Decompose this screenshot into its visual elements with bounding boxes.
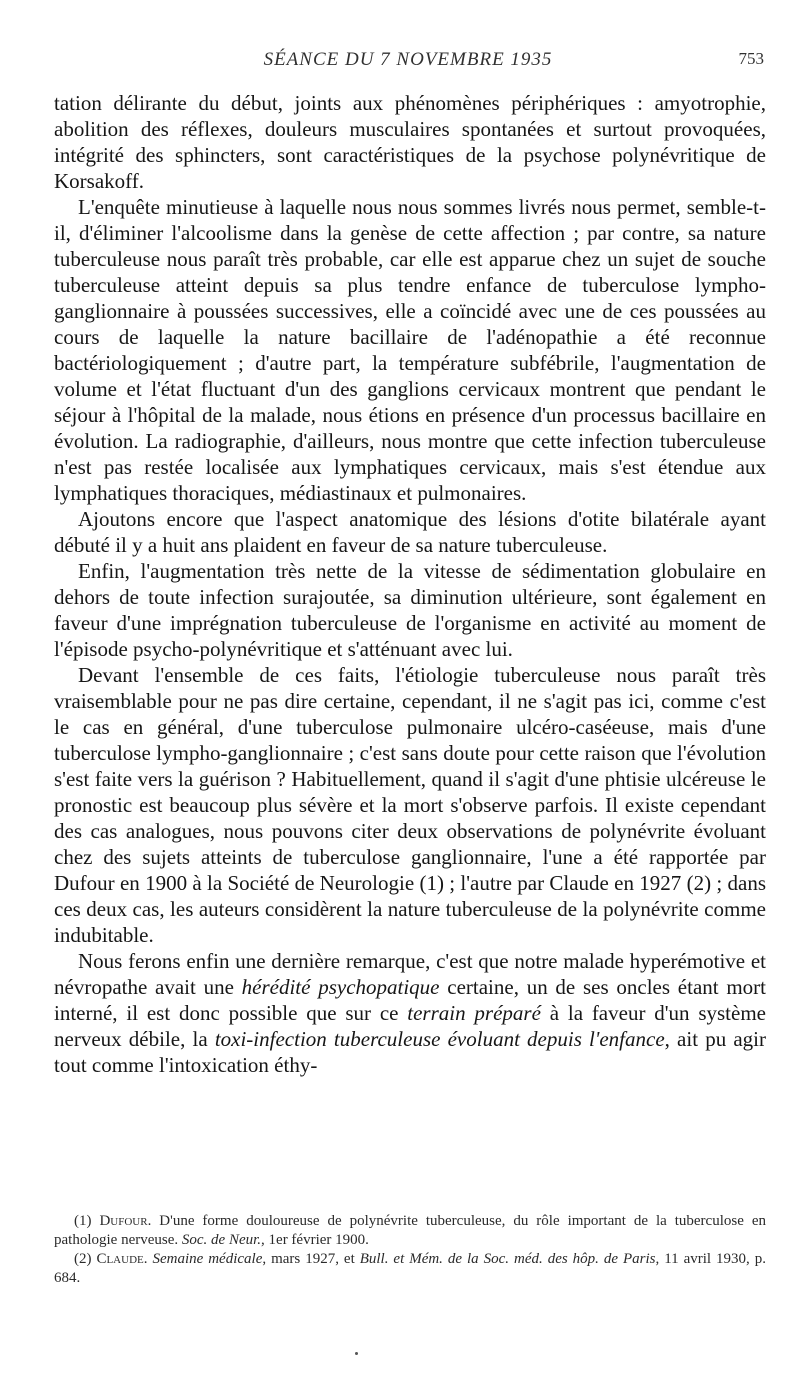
paragraph-3: Ajoutons encore que l'aspect anatomique des lésions d'otite bilatérale ayant débuté il y a huit ans plaident en faveur de sa nature tuberculeuse. <box>54 507 766 557</box>
paragraph-6-text-a: Nous ferons enfin une dernière remarque, c'est que notre malade hyperémotive et névropathe avait une <box>54 949 766 999</box>
paragraph-4: Enfin, l'augmentation très nette de la vitesse de sédimentation globulaire en dehors de toute infection surajoutée, sa diminution ultérieure, sont également en faveur d'une imprégnation tuberculeuse de l'organisme en activité au moment de l'épisode psycho-polynévritique et s'atténuant avec lui. <box>54 559 766 661</box>
paragraph-2: L'enquête minutieuse à laquelle nous nous sommes livrés nous permet, semble-t-il, d'éliminer l'alcoolisme dans la genèse de cette affection ; par contre, sa nature tuberculeuse nous paraît très probable, car elle est apparue chez un sujet de souche tuberculeuse atteint depuis sa plus tendre enfance de tuberculose lympho-ganglionnaire à poussées successives, elle a coïncidé avec une de ces poussées au cours de laquelle la nature bacillaire de l'adénopathie a été reconnue bactériologiquement ; d'autre part, la température subfébrile, l'augmentation de volume et l'état fluctuant d'un des ganglions cervicaux montrent que pendant le séjour à l'hôpital de la malade, nous étions en présence d'un processus bacillaire en évolution. La radiographie, d'ailleurs, nous montre que cette infection tuberculeuse n'est pas restée localisée aux lymphatiques cervicaux, mais s'est étendue aux lymphatiques thoraciques, médiastinaux et pulmonaires. <box>54 195 766 505</box>
paragraph-6-text-g: , ait pu agir tout comme l'intoxication éthy- <box>54 1027 766 1077</box>
paragraph-6-text-c: certaine, un de ses oncles étant mort interné, il est donc possible que sur ce <box>54 975 767 1025</box>
emphasis-terrain: terrain préparé <box>407 1001 541 1025</box>
running-title: SÉANCE DU 7 NOVEMBRE 1935 <box>263 49 553 70</box>
footnote-2-text-a: . <box>143 1251 153 1267</box>
footnote-2-text-c: , 11 avril 1930, p. 684. <box>54 1251 766 1286</box>
footnote-1 <box>54 1212 766 1250</box>
footnote-2-author: Claude <box>96 1251 144 1267</box>
footnote-2-text-b: , mars 1927, et <box>262 1251 360 1267</box>
footnote-2-journal-2: Bull. et Mém. de la Soc. méd. des hôp. de Paris <box>359 1251 656 1267</box>
page-number: 753 <box>738 49 764 68</box>
paragraph-6-text-e: à la faveur d'un système nerveux débile, la <box>54 1001 766 1051</box>
footnote-1-number: (1) <box>74 1213 100 1229</box>
footnote-1-text-b: , 1er février 1900. <box>261 1232 369 1248</box>
paragraph-6 <box>54 948 766 1078</box>
emphasis-heredite: hérédité psychopatique <box>241 975 440 999</box>
footnote-2 <box>54 1250 766 1288</box>
footnote-1-text-a: . D'une forme douloureuse de polynévrite tuberculeuse, du rôle important de la tuberculose en pathologie nerveuse. <box>54 1213 766 1248</box>
footnote-2-number: (2) <box>74 1251 97 1267</box>
page-header <box>52 49 764 75</box>
footnote-1-author: Dufour <box>99 1213 148 1229</box>
footnote-1-journal: Soc. de Neur. <box>181 1232 262 1248</box>
paragraph-5: Devant l'ensemble de ces faits, l'étiologie tuberculeuse nous paraît très vraisemblable pour ne pas dire certaine, cependant, il ne s'agit pas ici, comme c'est le cas en général, d'une tuberculose pulmonaire ulcéro-caséeuse, mais d'une tuberculose lympho-ganglionnaire ; c'est sans doute pour cette raison que l'évolution s'est faite vers la guérison ? Habituellement, quand il s'agit d'une phtisie ulcéreuse le pronostic est beaucoup plus sévère et la mort s'observe parfois. Il existe cependant des cas analogues, nous pouvons citer deux observations de polynévrite évoluant chez des sujets atteints de tuberculose ganglionnaire, l'une a été rapportée par Dufour en 1900 à la Société de Neurologie (1) ; l'autre par Claude en 1927 (2) ; dans ces deux cas, les auteurs considèrent la nature tuberculeuse de la polynévrite comme indubitable. <box>54 663 766 947</box>
paragraph-1: tation délirante du début, joints aux phénomènes périphériques : amyotrophie, abolition des réflexes, douleurs musculaires spontanées et surtout provoquées, intégrité des sphincters, sont caractéristiques de la psychose polynévritique de Korsakoff. <box>54 91 766 193</box>
body-text <box>54 90 766 1078</box>
emphasis-toxi-infection: toxi-infection tuberculeuse évoluant depuis l'enfance <box>214 1027 665 1051</box>
print-speck <box>355 1352 358 1355</box>
footnote-2-journal-1: Semaine médicale <box>152 1251 263 1267</box>
footnotes <box>54 1212 766 1288</box>
